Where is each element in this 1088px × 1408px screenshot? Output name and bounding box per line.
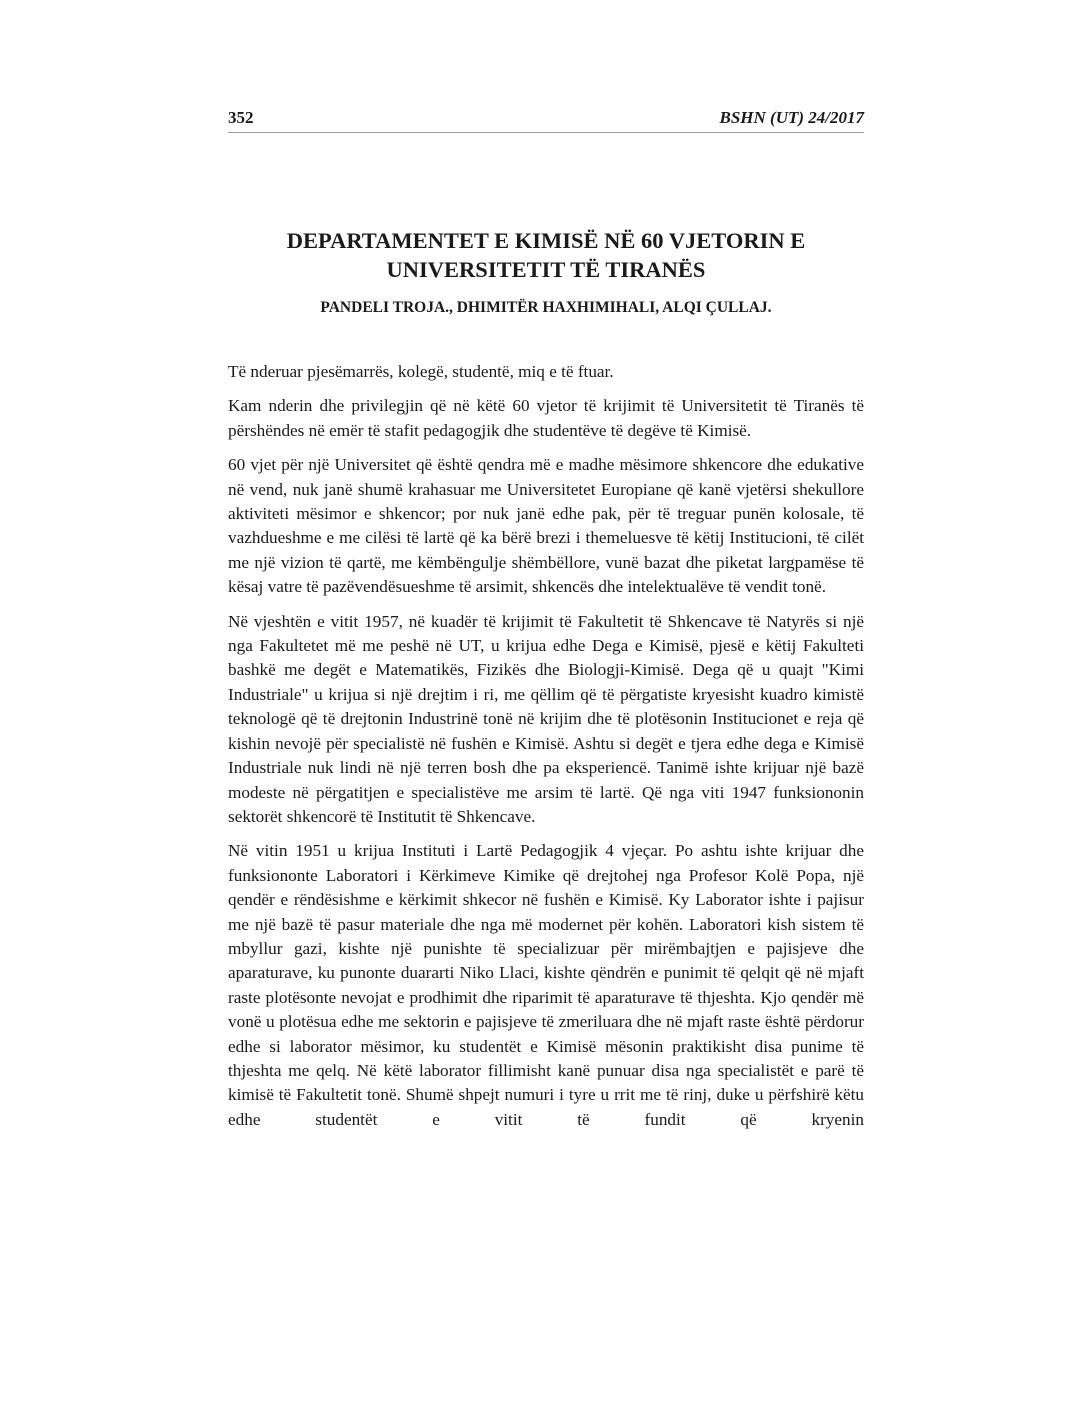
paragraph-60-years: 60 vjet për një Universitet që është qendra më e madhe mësimore shkencore dhe edukative në vend, nuk janë shumë krahasuar me Universitetet Europiane që kanë vjetërsi shekullore aktiviteti mësimor e shkencor; por nuk janë edhe pak, për të treguar punën kolosale, të vazhdueshme e me cilësi të lartë që ka bërë brezi i themeluesve të këtij Institucioni, të cilët me një vizion të qartë, me këmbëngulje shëmbëllore, vunë bazat dhe piketat largpamëse të kësaj vatre të pazëvendësueshme të arsimit, shkencës dhe intelektualëve të vendit tonë.: [228, 455, 864, 597]
article-title-line-1: DEPARTAMENTET E KIMISË NË 60 VJETORIN E: [286, 228, 806, 253]
article-body: [228, 360, 864, 1142]
article-title: [228, 226, 864, 284]
paragraph-greeting: Të nderuar pjesëmarrës, kolegë, studentë, miq e të ftuar.: [228, 362, 614, 381]
journal-reference: BSHN (UT) 24/2017: [719, 108, 864, 127]
paragraph-1951: Në vitin 1951 u krijua Instituti i Lartë Pedagogjik 4 vjeçar. Po ashtu ishte krijuar dhe funksiononte Laboratori i Kërkimeve Kimike që drejtohej nga Profesor Kolë Popa, një qendër e rëndësishme e kërkimit shkecor në fushën e Kimisë. Ky Laborator ishte i pajisur me një bazë të pasur materiale dhe nga më modernet për kohën. Laboratori kish sistem të mbyllur gazi, kishte një punishte të specializuar për mirëmbajtjen e pajisjeve dhe aparaturave, ku punonte duararti Niko Llaci, kishte qëndrën e punimit të qelqit që në mjaft raste plotësonte nevojat e prodhimit dhe riparimit të aparaturave të thjeshta. Kjo qendër më vonë u plotësua edhe me sektorin e pajisjeve të zmeriluara dhe në mjaft raste është përdorur edhe si laborator mësimor, ku studentët e Kimisë mësonin praktikisht disa punime të thjeshta me qelq. Në këtë laborator fillimisht kanë punuar disa nga specialistët e parë të kimisë të Fakultetit tonë. Shumë shpejt numuri i tyre u rrit me të rinj, duke u përfshirë këtu edhe studentët e vitit të fundit që kryenin: [228, 841, 864, 1129]
page-number: 352: [228, 108, 254, 127]
paragraph-intro: Kam nderin dhe privilegjin që në këtë 60 vjetor të krijimit të Universitetit të Tiranës të përshëndes në emër të stafit pedagogjik dhe studentëve të degëve të Kimisë.: [228, 396, 864, 440]
paragraph-1957: Në vjeshtën e vitit 1957, në kuadër të krijimit të Fakultetit të Shkencave të Natyrës si një nga Fakultetet më me peshë në UT, u krijua edhe Dega e Kimisë, pjesë e këtij Fakulteti bashkë me degët e Matematikës, Fizikës dhe Biologji-Kimisë. Dega që u quajt "Kimi Industriale" u krijua si një drejtim i ri, me qëllim që të përgatiste kryesisht kuadro kimistë teknologë që të drejtonin Industrinë tonë në krijim dhe të plotësonin Institucionet e reja që kishin nevojë për specialistë në fushën e Kimisë. Ashtu si degët e tjera edhe dega e Kimisë Industriale nuk lindi në një terren bosh dhe pa eksperiencë. Tanimë ishte krijuar një bazë modeste në përgatitjen e specialistëve me arsim të lartë. Që nga viti 1947 funksiononin sektorët shkencorë të Institutit të Shkencave.: [228, 611, 864, 826]
article-authors: PANDELI TROJA., DHIMITËR HAXHIMIHALI, ALQI ÇULLAJ.: [320, 299, 772, 316]
running-header: [228, 104, 864, 133]
article-title-line-2: UNIVERSITETIT TË TIRANËS: [386, 257, 706, 282]
